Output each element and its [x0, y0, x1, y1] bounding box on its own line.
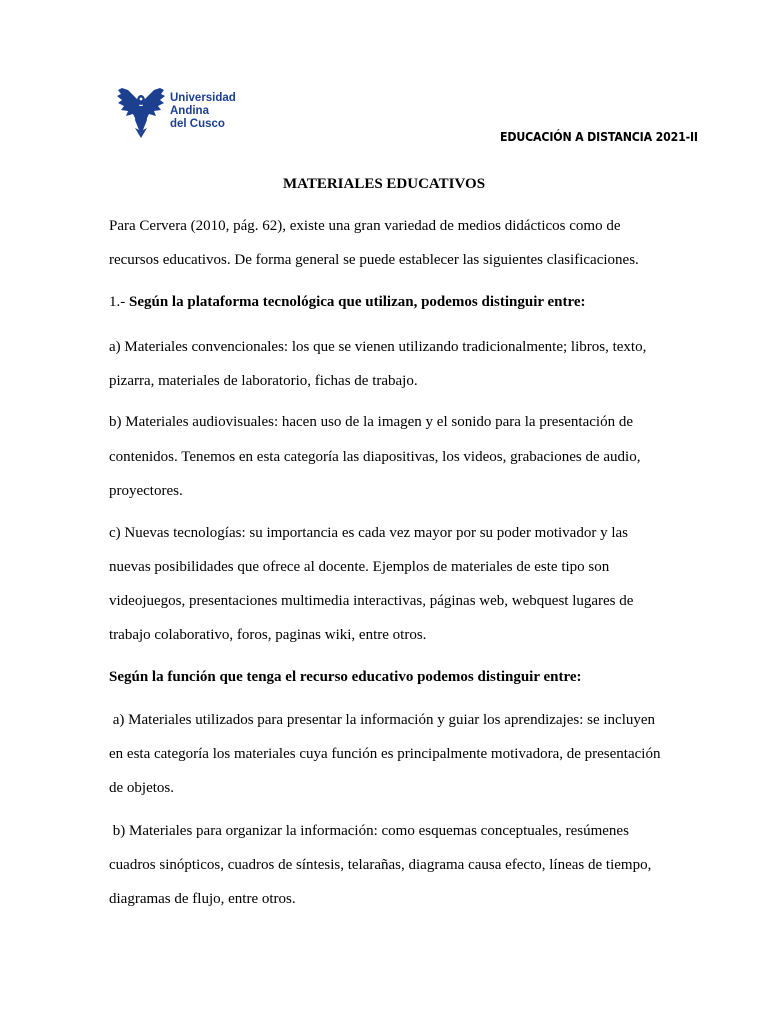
logo-line-3: del Cusco — [170, 118, 225, 130]
item-c1-line-3: videojuegos, presentaciones multimedia interactivas, páginas web, webquest lugares de — [109, 593, 634, 609]
item-b2-line-3: diagramas de flujo, entre otros. — [109, 891, 296, 907]
item-b1-line-2: contenidos. Tenemos en esta categoría las diapositivas, los videos, grabaciones de audio, — [109, 449, 641, 465]
program-header: EDUCACIÓN A DISTANCIA 2021-II — [500, 130, 698, 144]
item-c1-line-4: trabajo colaborativo, foros, paginas wiki, entre otros. — [109, 627, 427, 643]
item-c1-line-2: nuevas posibilidades que ofrece al docente. Ejemplos de materiales de este tipo son — [109, 559, 610, 575]
item-a2-line-1: a) Materiales utilizados para presentar la información y guiar los aprendizajes: se incluyen — [109, 712, 656, 728]
logo-line-1: Universidad — [170, 92, 236, 104]
item-b2-line-2: cuadros sinópticos, cuadros de síntesis, telarañas, diagrama causa efecto, líneas de tiempo, — [109, 857, 652, 873]
item-b1-line-3: proyectores. — [109, 483, 183, 499]
university-logo — [116, 84, 240, 140]
section-2-heading: Según la función que tenga el recurso educativo podemos distinguir entre: — [109, 669, 582, 685]
item-c1-line-1: c) Nuevas tecnologías: su importancia es cada vez mayor por su poder motivador y las — [109, 525, 629, 541]
section-1-heading — [109, 294, 586, 311]
item-a2-line-3: de objetos. — [109, 780, 174, 796]
section-1-heading-text: Según la plataforma tecnológica que utilizan, podemos distinguir entre: — [129, 294, 586, 310]
intro-line-1: Para Cervera (2010, pág. 62), existe una gran variedad de medios didácticos como de — [109, 218, 621, 234]
section-1-prefix: 1.- — [109, 294, 129, 310]
item-a1-line-2: pizarra, materiales de laboratorio, fichas de trabajo. — [109, 373, 418, 389]
university-name — [170, 92, 236, 131]
item-a1-line-1: a) Materiales convencionales: los que se vienen utilizando tradicionalmente; libros, texto, — [109, 339, 647, 355]
logo-line-2: Andina — [170, 105, 209, 117]
intro-line-2: recursos educativos. De forma general se puede establecer las siguientes clasificaciones. — [109, 252, 639, 268]
condor-icon — [116, 84, 166, 140]
item-b1-line-1: b) Materiales audiovisuales: hacen uso de la imagen y el sonido para la presentación de — [109, 414, 633, 430]
page-title: MATERIALES EDUCATIVOS — [282, 176, 486, 192]
item-a2-line-2: en esta categoría los materiales cuya función es principalmente motivadora, de presentación — [109, 746, 661, 762]
item-b2-line-1: b) Materiales para organizar la información: como esquemas conceptuales, resúmenes — [109, 823, 629, 839]
